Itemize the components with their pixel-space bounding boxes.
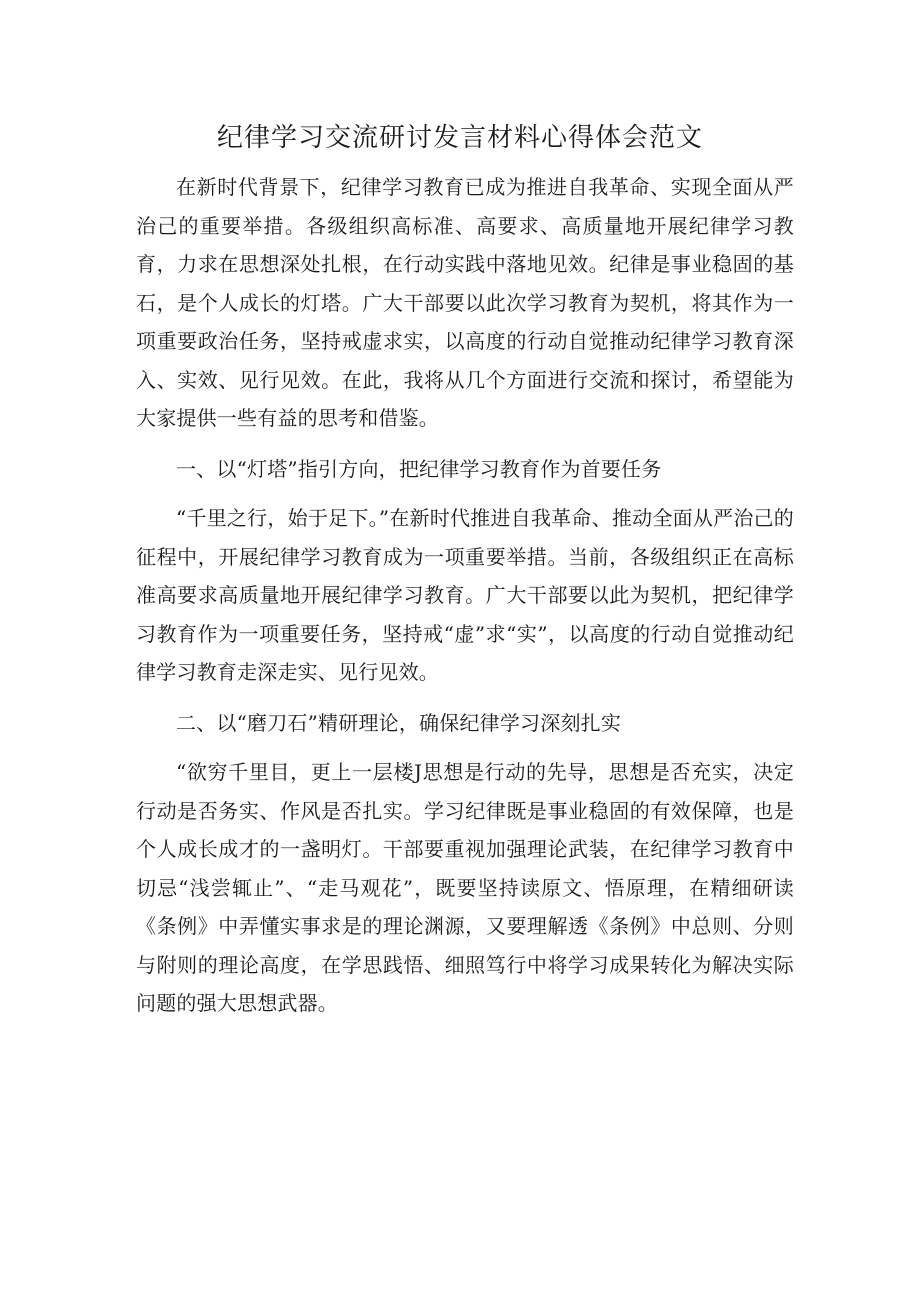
section-2-paragraph: “欲穷千里目，更上一层楼J思想是行动的先导，思想是否充实，决定行动是否务实、作风是否扎实。学习纪律既是事业稳固的有效保障，也是个人成长成才的一盏明灯。干部要重视加强理论武装，在纪律学习教育中切忌“浅尝辄止”、“走马观花”，既要坚持读原文、悟原理，在精细研读《条例》中弄懂实事求是的理论渊源，又要理解透《条例》中总则、分则与附则的理论高度，在学思践悟、细照笃行中将学习成果转化为解决实际问题的强大思想武器。 (136, 760, 794, 1015)
document-title: 纪律学习交流研讨发言材料心得体会范文 (216, 123, 703, 153)
intro-paragraph: 在新时代背景下，纪律学习教育已成为推进自我革命、实现全面从严治己的重要举措。各级组织高标准、高要求、高质量地开展纪律学习教育，力求在思想深处扎根，在行动实践中落地见效。纪律是事业稳固的基石，是个人成长的灯塔。广大干部要以此次学习教育为契机，将其作为一项重要政治任务，坚持戒虚求实，以高度的行动自觉推动纪律学习教育深入、实效、见行见效。在此，我将从几个方面进行交流和探讨，希望能为大家提供一些有益的思考和借鉴。 (136, 175, 794, 430)
document-body (136, 168, 794, 1023)
section-2-heading: 二、以“磨刀石”精研理论，确保纪律学习深刻扎实 (176, 710, 622, 735)
section-1-heading: 一、以“灯塔”指引方向，把纪律学习教育作为首要任务 (176, 456, 662, 481)
section-1-paragraph: “千里之行，始于足下。”在新时代推进自我革命、推动全面从严治己的征程中，开展纪律学习教育成为一项重要举措。当前，各级组织正在高标准高要求高质量地开展纪律学习教育。广大干部要以此为契机，把纪律学习教育作为一项重要任务，坚持戒“虚”求“实”，以高度的行动自觉推动纪律学习教育走深走实、见行见效。 (136, 506, 794, 684)
